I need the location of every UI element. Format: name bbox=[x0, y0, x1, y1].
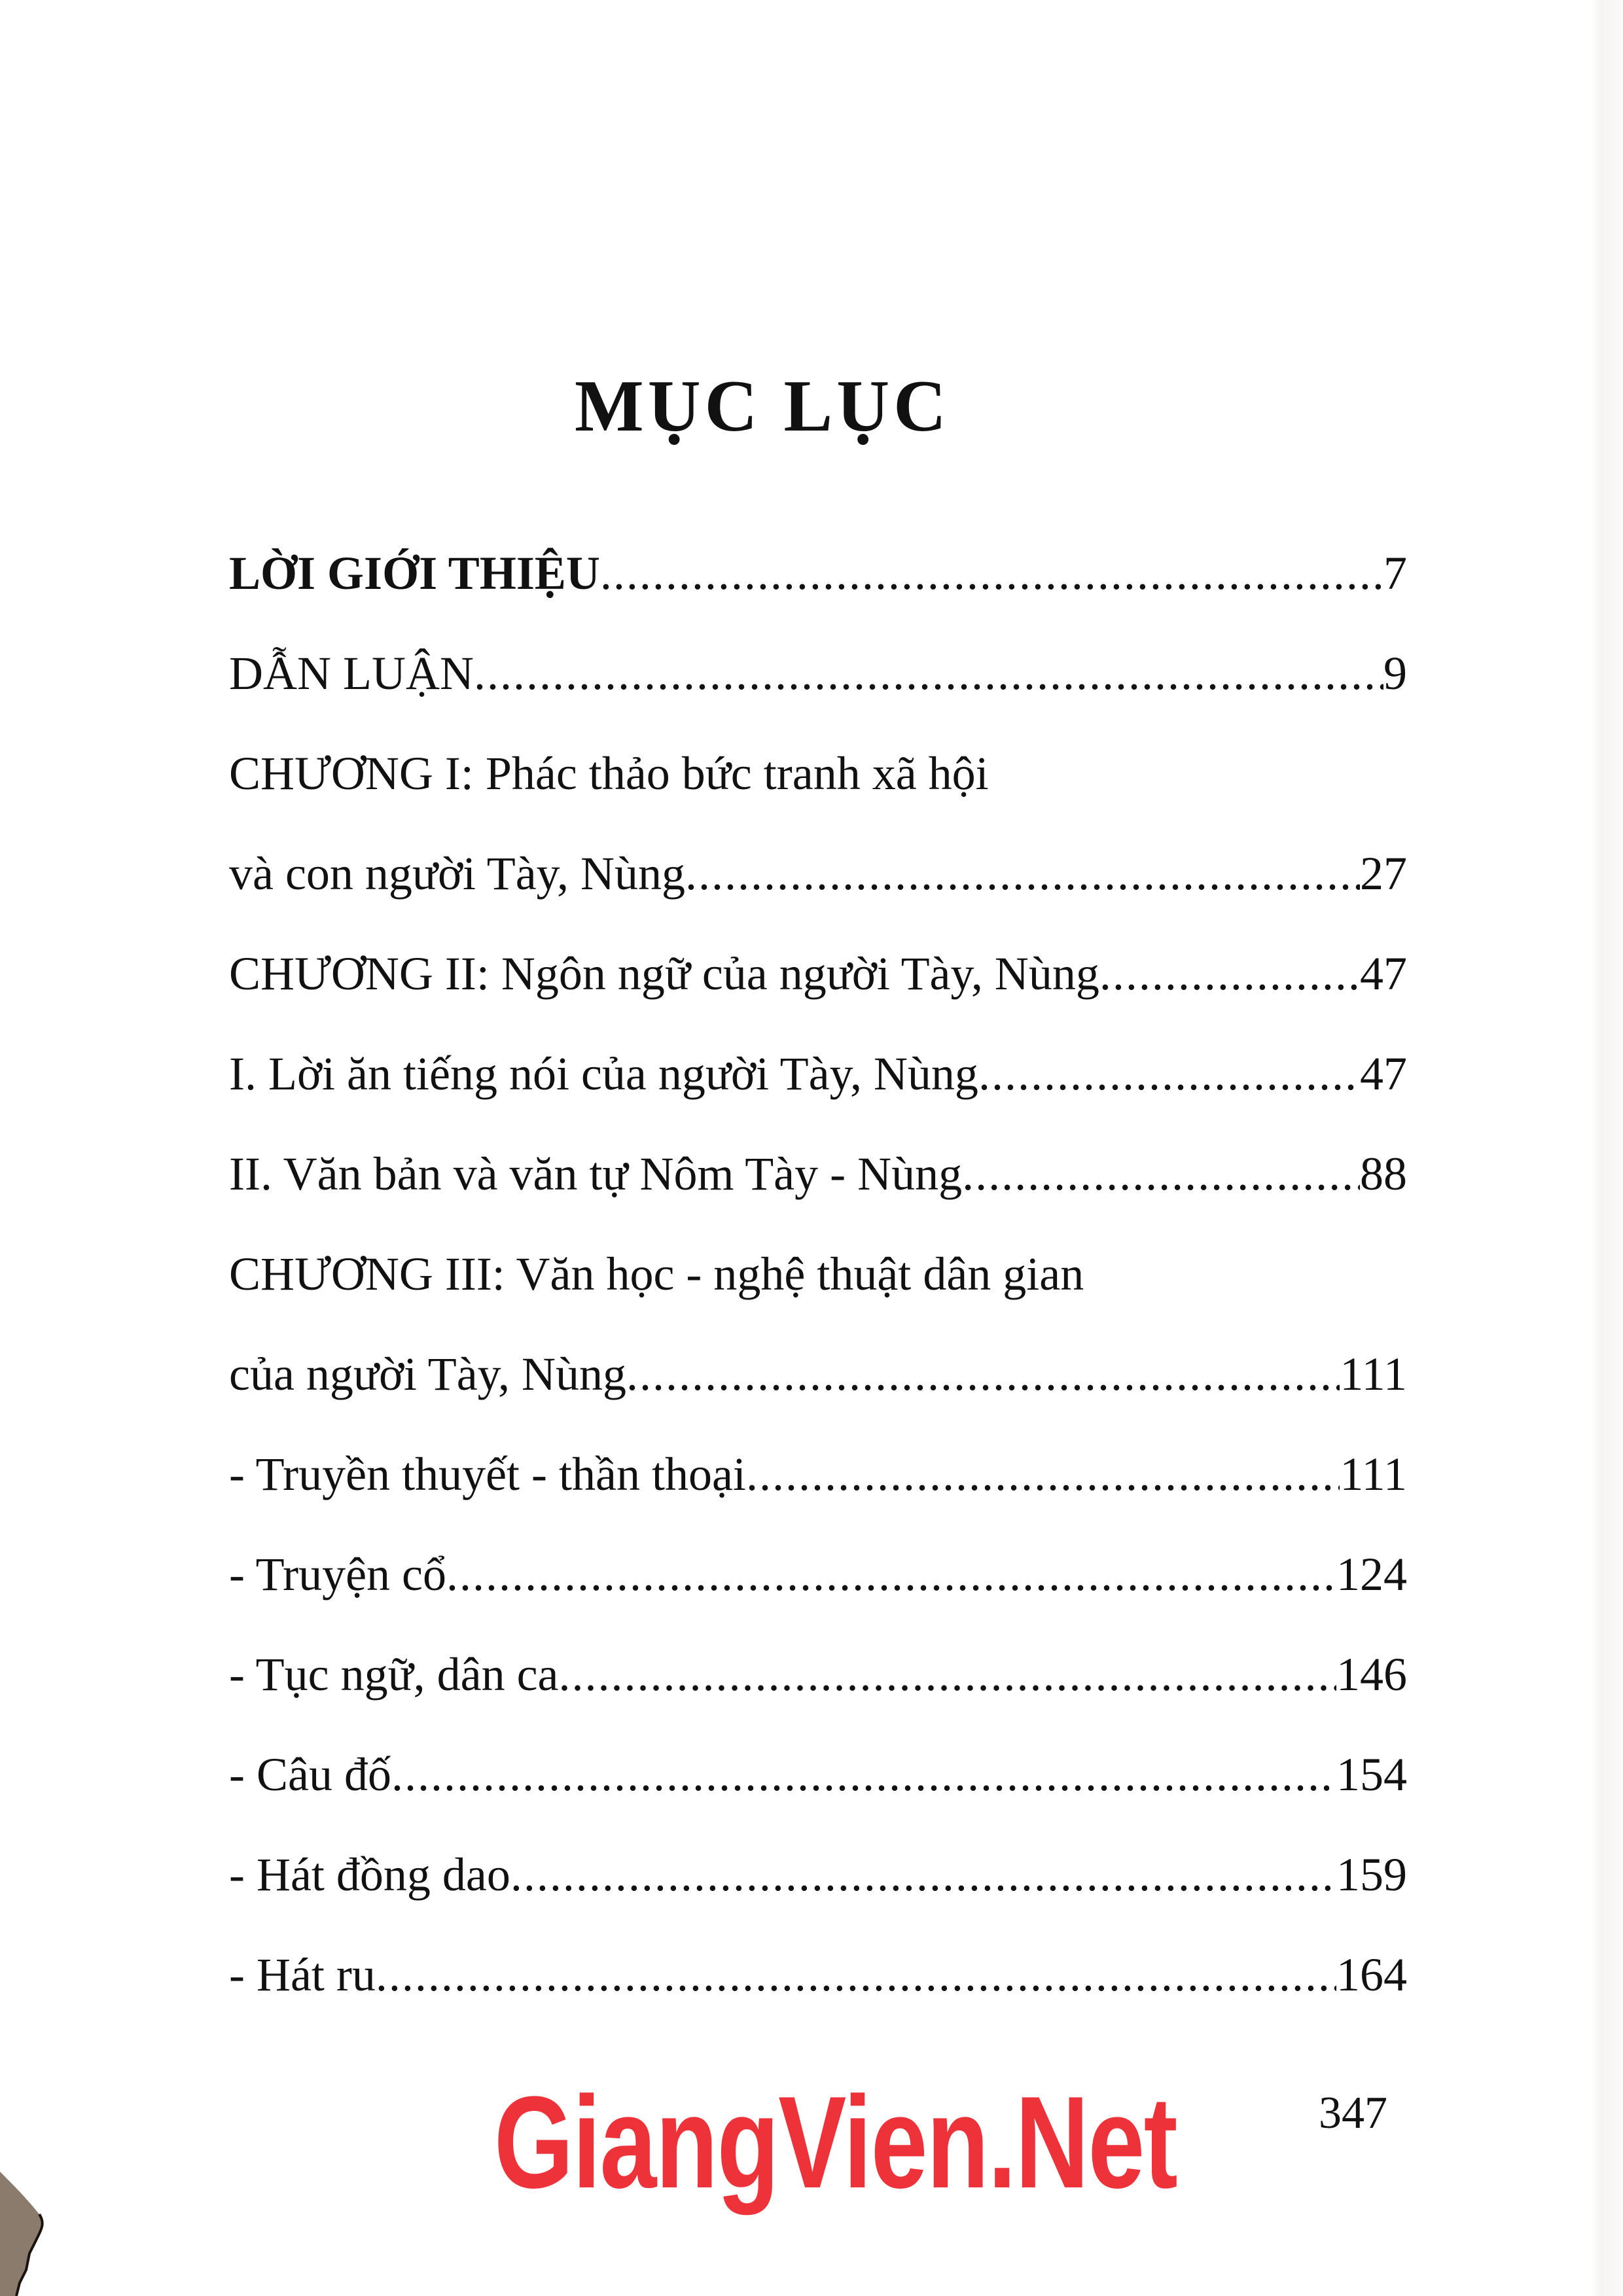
toc-entry bbox=[229, 523, 1407, 624]
toc-dot-leader bbox=[685, 824, 1360, 924]
toc-entry bbox=[229, 1024, 1407, 1124]
table-of-contents bbox=[229, 523, 1407, 2025]
toc-entry-text: II. Văn bản và văn tự Nôm Tày - Nùng bbox=[229, 1148, 963, 1200]
toc-dot-leader bbox=[376, 1925, 1336, 2025]
toc-entry-page: 47 bbox=[1360, 947, 1407, 1000]
toc-dot-leader bbox=[559, 1625, 1336, 1725]
toc-entry bbox=[229, 1625, 1407, 1725]
toc-dot-leader bbox=[391, 1725, 1336, 1825]
page-number: 347 bbox=[1319, 2088, 1387, 2138]
toc-entry-page: 146 bbox=[1336, 1648, 1407, 1701]
toc-entry bbox=[229, 824, 1407, 924]
toc-entry-page: 88 bbox=[1360, 1148, 1407, 1200]
toc-entry bbox=[229, 1324, 1407, 1424]
toc-dot-leader bbox=[978, 1024, 1360, 1124]
toc-entry-text: - Câu đố bbox=[229, 1748, 391, 1801]
toc-dot-leader bbox=[446, 1525, 1336, 1625]
toc-dot-leader bbox=[746, 1424, 1340, 1525]
toc-entry-page: 47 bbox=[1360, 1048, 1407, 1100]
toc-entry bbox=[229, 1224, 1407, 1324]
toc-entry-page: 111 bbox=[1340, 1348, 1407, 1400]
torn-page-corner bbox=[0, 2100, 85, 2296]
page-title: MỤC LỤC bbox=[575, 366, 950, 447]
toc-entry-text: và con người Tày, Nùng bbox=[229, 847, 685, 900]
watermark-logo: GiangVien.Net bbox=[494, 2070, 1177, 2216]
toc-entry-page: 7 bbox=[1383, 547, 1407, 599]
toc-dot-leader bbox=[600, 523, 1383, 624]
toc-entry-text: LỜI GIỚI THIỆU bbox=[229, 547, 600, 599]
toc-dot-leader bbox=[510, 1825, 1336, 1925]
toc-entry-text: CHƯƠNG III: Văn học - nghệ thuật dân gian bbox=[229, 1248, 1084, 1300]
toc-entry-text: - Tục ngữ, dân ca bbox=[229, 1648, 559, 1701]
toc-entry-page: 27 bbox=[1360, 847, 1407, 900]
toc-entry-text: - Hát đồng dao bbox=[229, 1848, 510, 1901]
toc-dot-leader bbox=[626, 1324, 1340, 1424]
toc-entry-text: I. Lời ăn tiếng nói của người Tày, Nùng bbox=[229, 1048, 978, 1100]
toc-entry bbox=[229, 1124, 1407, 1224]
toc-entry-page: 9 bbox=[1383, 647, 1407, 699]
toc-entry bbox=[229, 624, 1407, 724]
toc-entry bbox=[229, 1424, 1407, 1525]
toc-dot-leader bbox=[962, 1124, 1360, 1224]
toc-entry bbox=[229, 1725, 1407, 1825]
toc-entry-text: CHƯƠNG I: Phác thảo bức tranh xã hội bbox=[229, 747, 989, 800]
toc-entry bbox=[229, 924, 1407, 1024]
toc-entry-page: 164 bbox=[1336, 1949, 1407, 2001]
toc-entry-page: 159 bbox=[1336, 1848, 1407, 1901]
toc-entry bbox=[229, 1825, 1407, 1925]
toc-entry-page: 124 bbox=[1336, 1548, 1407, 1600]
toc-entry-page: 111 bbox=[1340, 1448, 1407, 1500]
toc-entry-text: - Hát ru bbox=[229, 1949, 376, 2001]
toc-entry-text: DẪN LUẬN bbox=[229, 647, 474, 699]
toc-dot-leader bbox=[474, 624, 1383, 724]
toc-entry bbox=[229, 724, 1407, 824]
toc-entry-text: CHƯƠNG II: Ngôn ngữ của người Tày, Nùng bbox=[229, 947, 1099, 1000]
page-right-edge-shadow bbox=[1590, 0, 1623, 2296]
toc-entry bbox=[229, 1525, 1407, 1625]
toc-dot-leader bbox=[1099, 924, 1360, 1024]
toc-entry-text: của người Tày, Nùng bbox=[229, 1348, 626, 1400]
toc-entry-text: - Truyện cổ bbox=[229, 1548, 447, 1600]
toc-entry-text: - Truyền thuyết - thần thoại bbox=[229, 1448, 746, 1500]
toc-entry bbox=[229, 1925, 1407, 2025]
toc-entry-page: 154 bbox=[1336, 1748, 1407, 1801]
